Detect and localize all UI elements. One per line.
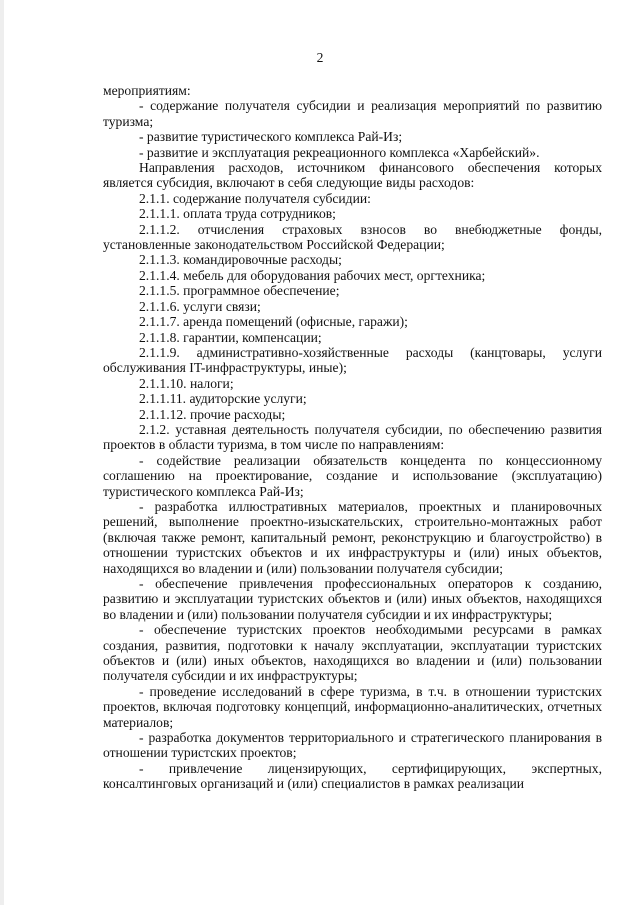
paragraph: 2.1.2. уставная деятельность получателя субсидии, по обеспечению развития проектов в области туризма, в том числе по направлениям: [103,421,602,453]
paragraph: - разработка документов территориального и стратегического планирования в отношении туристских проектов; [103,730,602,761]
paragraph: - привлечение лицензирующих, сертифицирующих, экспертных, консалтинговых организаций и (или) специалистов в рамках реализации [103,760,602,792]
paragraph: мероприятиям: [103,83,191,98]
paragraph: 2.1.1.9. административно-хозяйственные расходы (канцтовары, услуги обслуживания IT-инфраструктуры, иные); [103,344,602,376]
paragraph: 2.1.1.1. оплата труда сотрудников; [139,206,336,222]
paragraph: 2.1.1.2. отчисления страховых взносов во внебюджетные фонды, установленные законодательством Российской Федерации; [103,221,602,253]
paragraph: 2.1.1. содержание получателя субсидии: [139,190,371,206]
paragraph: 2.1.1.7. аренда помещений (офисные, гаражи); [139,314,408,330]
document-body [103,83,602,792]
paragraph: 2.1.1.5. программное обеспечение; [139,283,340,299]
page-number: 2 [316,50,324,65]
paragraph: 2.1.1.8. гарантии, компенсации; [139,329,322,345]
paragraph: 2.1.1.12. прочие расходы; [139,406,286,422]
scan-edge [0,0,4,905]
paragraph: 2.1.1.3. командировочные расходы; [139,252,342,268]
paragraph: 2.1.1.6. услуги связи; [139,298,261,314]
paragraph: - обеспечение туристских проектов необходимыми ресурсами в рамках создания, развития, подготовки к началу эксплуатации, эксплуатации туристских объектов и (или) иных объектов, находящихся во владении и (или) пользовании получателя субсидии и их инфраструктуры; [103,622,602,684]
paragraph: - разработка иллюстративных материалов, проектных и планировочных решений, выполнение проектно-изыскательских, строительно-монтажных работ (включая также ремонт, капитальный ремонт, реконструкцию и благоустройство) в отношении туристских объектов и их инфраструктуры и (или) иных объектов, находящихся во владении и (или) пользовании получателя субсидии; [103,498,602,576]
paragraph: - содержание получателя субсидии и реализация мероприятий по развитию туризма; [103,98,602,129]
paragraph: 2.1.1.10. налоги; [139,375,234,391]
paragraph: - развитие и эксплуатация рекреационного комплекса «Харбейский». [139,144,540,160]
paragraph: 2.1.1.11. аудиторские услуги; [139,391,307,407]
paragraph: 2.1.1.4. мебель для оборудования рабочих мест, оргтехника; [139,267,486,283]
paragraph: Направления расходов, источником финансового обеспечения которых является субсидия, включают в себя следующие виды расходов: [103,160,602,191]
paragraph: - проведение исследований в сфере туризма, в т.ч. в отношении туристских проектов, включая подготовку концепций, информационно-аналитических, отчетных материалов; [103,683,602,730]
paragraph: - обеспечение привлечения профессиональных операторов к созданию, развитию и эксплуатации туристских объектов и (или) иных объектов, находящихся во владении и (или) пользовании получателя субсидии и их инфраструктуры; [103,576,602,622]
paragraph: - развитие туристического комплекса Рай-Из; [139,129,403,145]
paragraph: - содействие реализации обязательств концедента по концессионному соглашению на проектирование, создание и использование (эксплуатацию) туристического комплекса Рай-Из; [103,452,602,499]
